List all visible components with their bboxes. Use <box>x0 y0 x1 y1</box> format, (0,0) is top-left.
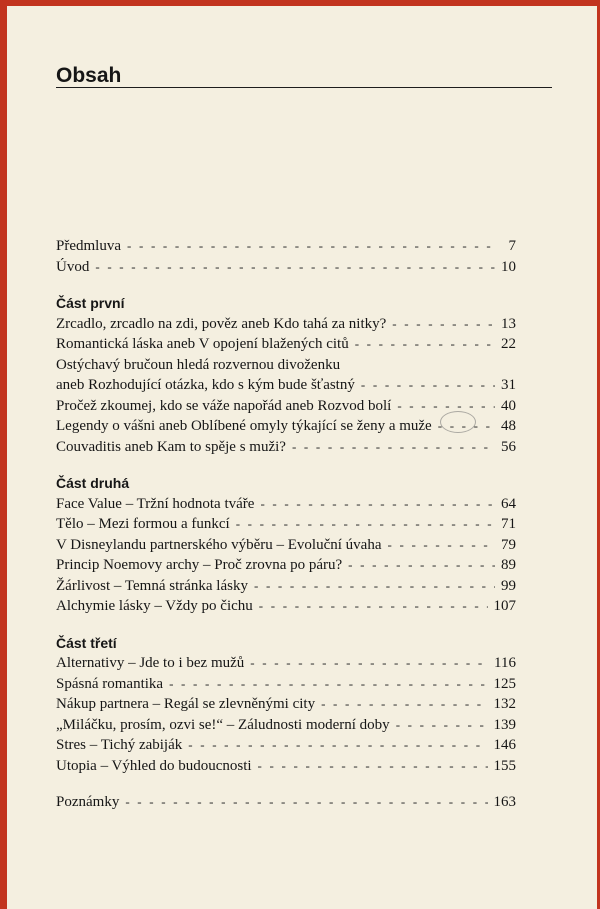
toc-entry-preface <box>56 236 516 257</box>
toc-entry <box>56 535 516 556</box>
toc-entry-title: Couvaditis aneb Kam to spěje s muži? <box>56 438 286 455</box>
toc-page-number: 40 <box>501 397 516 414</box>
toc-entry-introduction <box>56 257 516 278</box>
toc-entry-title: aneb Rozhodující otázka, kdo s kým bude šťastný <box>56 377 355 393</box>
toc-entry-title: Romantická láska aneb V opojení blažených citů <box>56 336 349 352</box>
toc-entry <box>56 715 516 736</box>
dot-leader <box>259 596 488 617</box>
toc-entry-title: Tělo – Mezi formou a funkcí <box>56 516 230 532</box>
toc-entry <box>56 555 516 576</box>
dot-leader <box>236 514 495 535</box>
toc-entry <box>56 576 516 597</box>
toc-entry-title: Princip Noemovy archy – Proč zrovna po páru? <box>56 557 343 573</box>
dot-leader <box>321 694 487 715</box>
page-title: Obsah <box>56 64 122 87</box>
toc-page-number: 116 <box>494 655 516 671</box>
toc-page-number: 64 <box>501 495 516 512</box>
dot-leader <box>250 653 488 674</box>
toc-entry-title-line: Ostýchavý bručoun hledá rozvernou divoženku <box>56 356 341 373</box>
table-of-contents <box>56 236 516 813</box>
toc-entry-title: Pročež zkoumej, kdo se váže napořád aneb Rozvod bolí <box>56 397 392 414</box>
toc-entry-title: Zrcadlo, zrcadlo na zdi, pověz aneb Kdo tahá za nitky? <box>56 315 387 332</box>
toc-entry-title: Alchymie lásky – Vždy po čichu <box>56 598 253 614</box>
toc-entry-title: Alternativy – Jde to i bez mužů <box>56 655 245 671</box>
part-two-heading: Část druhá <box>56 475 130 491</box>
toc-entry-title: Předmluva <box>56 238 121 254</box>
dot-leader <box>95 257 495 278</box>
toc-entry <box>56 735 516 756</box>
book-page <box>7 6 597 909</box>
spacer <box>56 776 516 792</box>
toc-entry <box>56 674 516 695</box>
dot-leader <box>355 334 495 355</box>
toc-page-number: 132 <box>493 696 516 712</box>
dot-leader <box>125 792 487 813</box>
toc-page-number: 22 <box>501 336 516 352</box>
dot-leader <box>188 735 487 756</box>
toc-page-number: 7 <box>508 238 516 254</box>
toc-entry-title: Face Value – Tržní hodnota tváře <box>56 495 255 512</box>
toc-entry-title: Legendy o vášni aneb Oblíbené omyly týkající se ženy a muže <box>56 418 432 434</box>
toc-entry-title: Poznámky <box>56 794 120 810</box>
toc-page-number: 89 <box>501 557 516 573</box>
toc-entry <box>56 334 516 355</box>
toc-entry <box>56 375 516 396</box>
toc-entry <box>56 494 516 515</box>
toc-page-number: 139 <box>493 716 516 733</box>
toc-entry-title: Žárlivost – Temná stránka lásky <box>56 577 248 594</box>
toc-page-number: 10 <box>501 258 516 275</box>
toc-entry <box>56 314 516 335</box>
dot-leader <box>348 555 495 576</box>
toc-entry-title: V Disneylandu partnerského výběru – Evoluční úvaha <box>56 536 382 553</box>
toc-entry-title: Utopia – Výhled do budoucnosti <box>56 757 252 774</box>
toc-page-number: 71 <box>501 516 516 532</box>
toc-entry <box>56 756 516 777</box>
title-rule <box>56 87 552 88</box>
toc-page-number: 13 <box>501 315 516 332</box>
toc-entry <box>56 437 516 458</box>
toc-entry <box>56 694 516 715</box>
dot-leader <box>260 494 495 515</box>
part-three-heading: Část třetí <box>56 634 117 651</box>
dot-leader <box>392 314 495 335</box>
toc-page-number: 146 <box>493 737 516 753</box>
toc-entry-title: „Miláčku, prosím, ozvi se!“ – Záludnosti moderní doby <box>56 716 390 733</box>
toc-entry-title: Úvod <box>56 258 90 275</box>
toc-page-number: 155 <box>493 757 516 774</box>
dot-leader <box>396 715 488 736</box>
toc-page-number: 99 <box>501 577 516 594</box>
dot-leader <box>387 535 495 556</box>
toc-entry <box>56 514 516 535</box>
toc-page-number: 163 <box>493 794 516 810</box>
toc-entry-notes <box>56 792 516 813</box>
toc-page-number: 125 <box>493 675 516 692</box>
toc-entry-title: Nákup partnera – Regál se zlevněnými city <box>56 696 316 712</box>
dot-leader <box>254 576 495 597</box>
dot-leader <box>361 375 495 396</box>
part-one-heading: Část první <box>56 295 125 311</box>
toc-page-number: 107 <box>493 598 516 614</box>
dot-leader <box>292 437 495 458</box>
pencil-circle-mark <box>440 411 476 433</box>
toc-entry <box>56 596 516 617</box>
toc-entry-title: Stres – Tichý zabiják <box>56 737 183 753</box>
toc-entry <box>56 653 516 674</box>
dot-leader <box>169 674 487 695</box>
toc-page-number: 31 <box>501 377 516 393</box>
dot-leader <box>127 236 496 257</box>
toc-page-number: 56 <box>501 438 516 455</box>
dot-leader <box>258 756 488 777</box>
toc-entry-title: Spásná romantika <box>56 675 164 692</box>
toc-page-number: 79 <box>501 536 516 553</box>
toc-page-number: 48 <box>501 418 516 434</box>
